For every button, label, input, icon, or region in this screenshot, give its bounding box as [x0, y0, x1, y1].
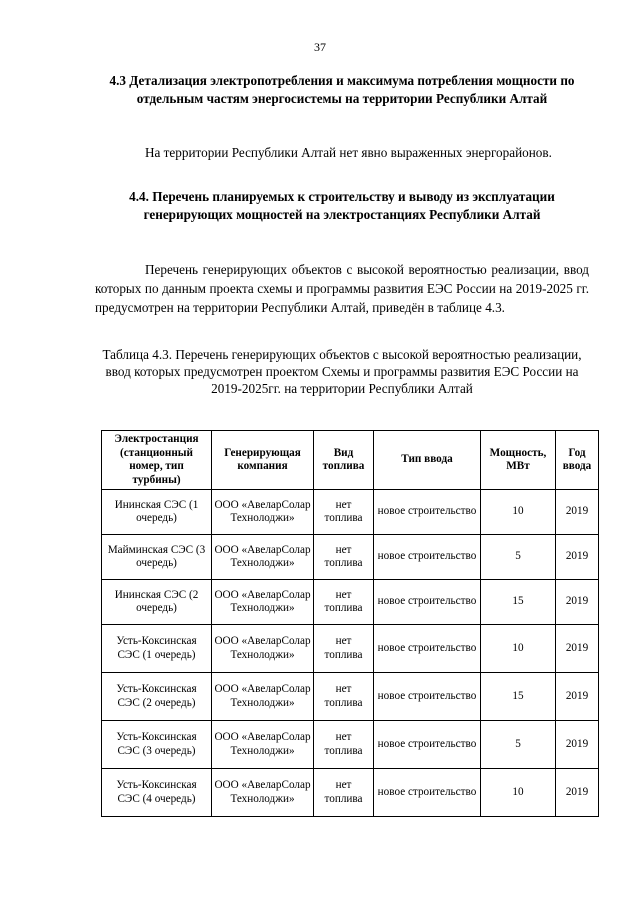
table-row: [102, 490, 599, 535]
cell-capacity: 5: [481, 535, 556, 580]
cell-company: ООО «АвеларСолар Технолоджи»: [212, 721, 314, 769]
cell-company: ООО «АвеларСолар Технолоджи»: [212, 535, 314, 580]
cell-capacity: 10: [481, 490, 556, 535]
cell-capacity: 15: [481, 580, 556, 625]
table-row: [102, 673, 599, 721]
cell-company: ООО «АвеларСолар Технолоджи»: [212, 673, 314, 721]
cell-year: 2019: [556, 769, 599, 817]
cell-fuel: нет топлива: [314, 721, 374, 769]
table-row: [102, 769, 599, 817]
cell-fuel: нет топлива: [314, 580, 374, 625]
cell-station: Усть-Коксинская СЭС (1 очередь): [102, 625, 212, 673]
cell-year: 2019: [556, 535, 599, 580]
table-row: [102, 580, 599, 625]
cell-fuel: нет топлива: [314, 673, 374, 721]
cell-type: новое строительство: [374, 769, 481, 817]
cell-station: Усть-Коксинская СЭС (2 очередь): [102, 673, 212, 721]
cell-station: Усть-Коксинская СЭС (4 очередь): [102, 769, 212, 817]
header-power-station: Электростанция (станционный номер, тип турбины): [102, 431, 212, 490]
section-4-3-heading: 4.3 Детализация электропотребления и максимума потребления мощности по отдельным частям энергосистемы на территории Республики Алтай: [109, 73, 575, 106]
table-row: [102, 721, 599, 769]
table-row: [102, 625, 599, 673]
cell-capacity: 5: [481, 721, 556, 769]
cell-year: 2019: [556, 625, 599, 673]
cell-capacity: 10: [481, 625, 556, 673]
cell-company: ООО «АвеларСолар Технолоджи»: [212, 769, 314, 817]
table-caption: Таблица 4.3. Перечень генерирующих объектов с высокой вероятностью реализации, ввод которых предусмотрен проектом Схемы и программы развития ЕЭС России на 2019-2025гг. на территории Республики Алтай: [102, 347, 582, 396]
header-capacity: Мощность, МВт: [481, 431, 556, 490]
header-year: Год ввода: [556, 431, 599, 490]
cell-capacity: 15: [481, 673, 556, 721]
cell-type: новое строительство: [374, 673, 481, 721]
cell-fuel: нет топлива: [314, 769, 374, 817]
header-commissioning-type: Тип ввода: [374, 431, 481, 490]
section-4-4-paragraph: Перечень генерирующих объектов с высокой вероятностью реализации, ввод которых по данным проекта схемы и программы развития ЕЭС России на 2019-2025 гг. предусмотрен на территории Республики Алтай, приведён в таблице 4.3.: [95, 262, 589, 315]
cell-fuel: нет топлива: [314, 625, 374, 673]
cell-company: ООО «АвеларСолар Технолоджи»: [212, 625, 314, 673]
section-4-3-paragraph: На территории Республики Алтай нет явно выраженных энергорайонов.: [145, 145, 552, 160]
header-fuel-type: Вид топлива: [314, 431, 374, 490]
cell-station: Майминская СЭС (3 очередь): [102, 535, 212, 580]
cell-year: 2019: [556, 490, 599, 535]
table-header-row: [102, 431, 599, 490]
cell-type: новое строительство: [374, 490, 481, 535]
cell-capacity: 10: [481, 769, 556, 817]
cell-type: новое строительство: [374, 625, 481, 673]
cell-type: новое строительство: [374, 721, 481, 769]
cell-year: 2019: [556, 673, 599, 721]
cell-station: Ининская СЭС (1 очередь): [102, 490, 212, 535]
generation-table: [101, 430, 599, 817]
cell-year: 2019: [556, 580, 599, 625]
cell-year: 2019: [556, 721, 599, 769]
cell-company: ООО «АвеларСолар Технолоджи»: [212, 490, 314, 535]
header-generating-company: Генерирующая компания: [212, 431, 314, 490]
section-4-4-heading: 4.4. Перечень планируемых к строительству и выводу из эксплуатации генерирующих мощностей на электростанциях Республики Алтай: [129, 189, 555, 222]
cell-type: новое строительство: [374, 580, 481, 625]
table-row: [102, 535, 599, 580]
cell-station: Усть-Коксинская СЭС (3 очередь): [102, 721, 212, 769]
cell-station: Ининская СЭС (2 очередь): [102, 580, 212, 625]
cell-fuel: нет топлива: [314, 535, 374, 580]
cell-company: ООО «АвеларСолар Технолоджи»: [212, 580, 314, 625]
cell-type: новое строительство: [374, 535, 481, 580]
page-number: 37: [314, 40, 326, 54]
cell-fuel: нет топлива: [314, 490, 374, 535]
